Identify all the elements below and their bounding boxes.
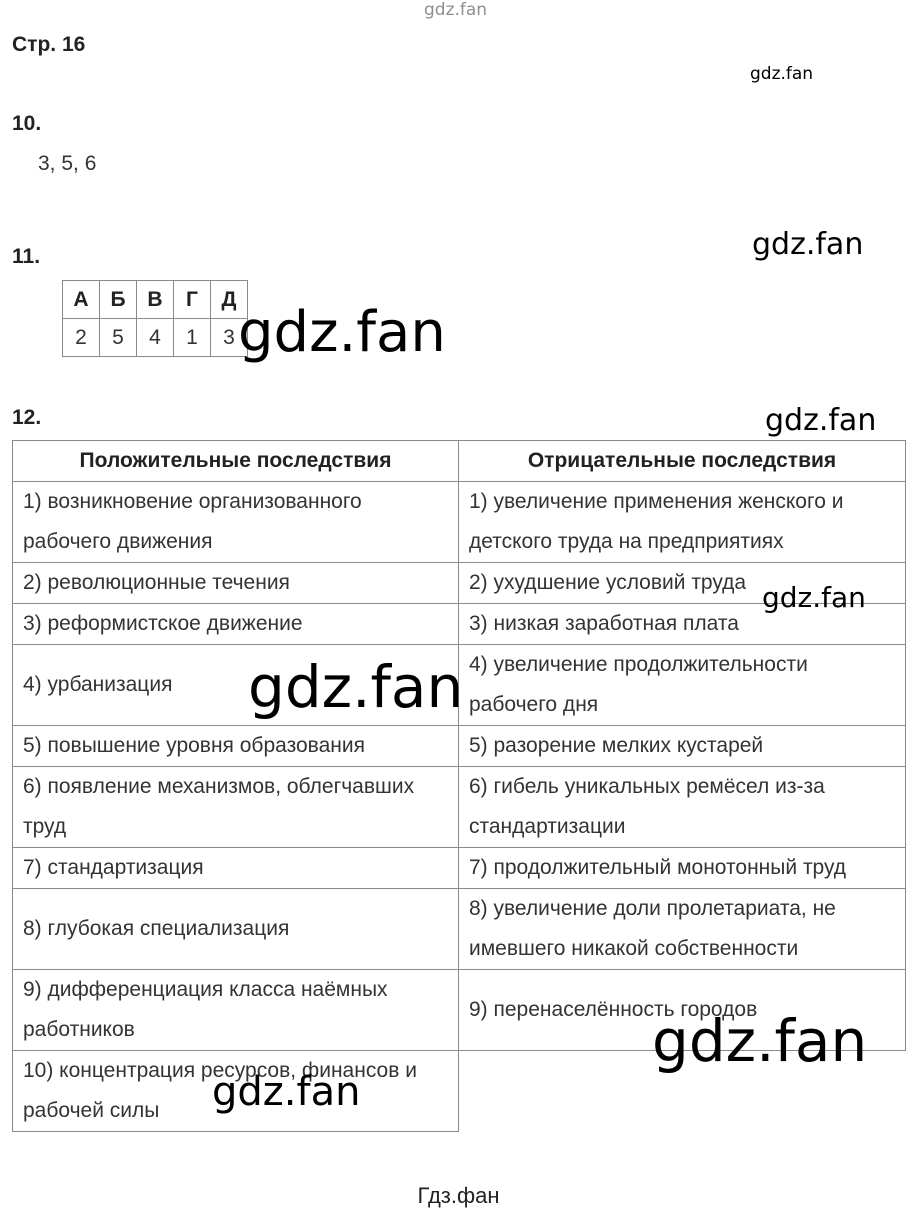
task-10-number: 10.	[12, 112, 42, 135]
task-11-number: 11.	[12, 245, 41, 268]
negative-cell: 2) ухудшение условий труда	[459, 563, 906, 604]
positive-cell: 7) стандартизация	[13, 848, 459, 889]
task-12-number: 12.	[12, 406, 42, 429]
negative-cell: 9) перенаселённость городов	[459, 970, 906, 1051]
positive-cell: 8) глубокая специализация	[13, 889, 459, 970]
positive-cell: 4) урбанизация	[13, 645, 459, 726]
watermark-top: gdz.fan	[424, 0, 488, 20]
positive-cell: 2) революционные течения	[13, 563, 459, 604]
value-cell: 3	[211, 319, 248, 357]
table-row	[13, 767, 906, 848]
positive-cell: 5) повышение уровня образования	[13, 726, 459, 767]
watermark: gdz.fan	[652, 1007, 868, 1075]
header-positive: Положительные последствия	[13, 441, 459, 482]
positive-cell: 1) возникновение организованного рабочего движения	[13, 482, 459, 563]
table-row	[13, 889, 906, 970]
table-row	[13, 726, 906, 767]
letter-cell: А	[63, 281, 100, 319]
task-11-table	[62, 280, 248, 357]
positive-cell: 10) концентрация ресурсов, финансов и рабочей силы	[13, 1051, 459, 1132]
table-row	[13, 848, 906, 889]
negative-cell: 4) увеличение продолжительности рабочего дня	[459, 645, 906, 726]
header-negative: Отрицательные последствия	[459, 441, 906, 482]
positive-cell: 3) реформистское движение	[13, 604, 459, 645]
negative-cell: 3) низкая заработная плата	[459, 604, 906, 645]
page-label: Стр. 16	[12, 33, 86, 56]
value-cell: 4	[137, 319, 174, 357]
watermark: gdz.fan	[750, 64, 814, 84]
negative-cell: 7) продолжительный монотонный труд	[459, 848, 906, 889]
value-cell: 1	[174, 319, 211, 357]
watermark: gdz.fan	[765, 403, 877, 438]
letter-cell: В	[137, 281, 174, 319]
value-cell: 5	[100, 319, 137, 357]
watermark: gdz.fan	[248, 653, 464, 721]
letter-cell: Д	[211, 281, 248, 319]
negative-cell: 8) увеличение доли пролетариата, не имевшего никакой собственности	[459, 889, 906, 970]
task-10-answer: 3, 5, 6	[38, 152, 97, 175]
negative-cell: 5) разорение мелких кустарей	[459, 726, 906, 767]
table-row	[13, 482, 906, 563]
positive-cell: 6) появление механизмов, облегчавших труд	[13, 767, 459, 848]
positive-cell: 9) дифференциация класса наёмных работников	[13, 970, 459, 1051]
watermark: gdz.fan	[212, 1069, 361, 1115]
letter-cell: Г	[174, 281, 211, 319]
footer: Гдз.фан	[417, 1183, 500, 1208]
watermark: gdz.fan	[762, 581, 866, 614]
negative-cell: 6) гибель уникальных ремёсел из-за стандартизации	[459, 767, 906, 848]
letter-cell: Б	[100, 281, 137, 319]
watermark: gdz.fan	[752, 227, 864, 262]
watermark: gdz.fan	[238, 300, 446, 365]
value-cell: 2	[63, 319, 100, 357]
negative-cell: 1) увеличение применения женского и детского труда на предприятиях	[459, 482, 906, 563]
